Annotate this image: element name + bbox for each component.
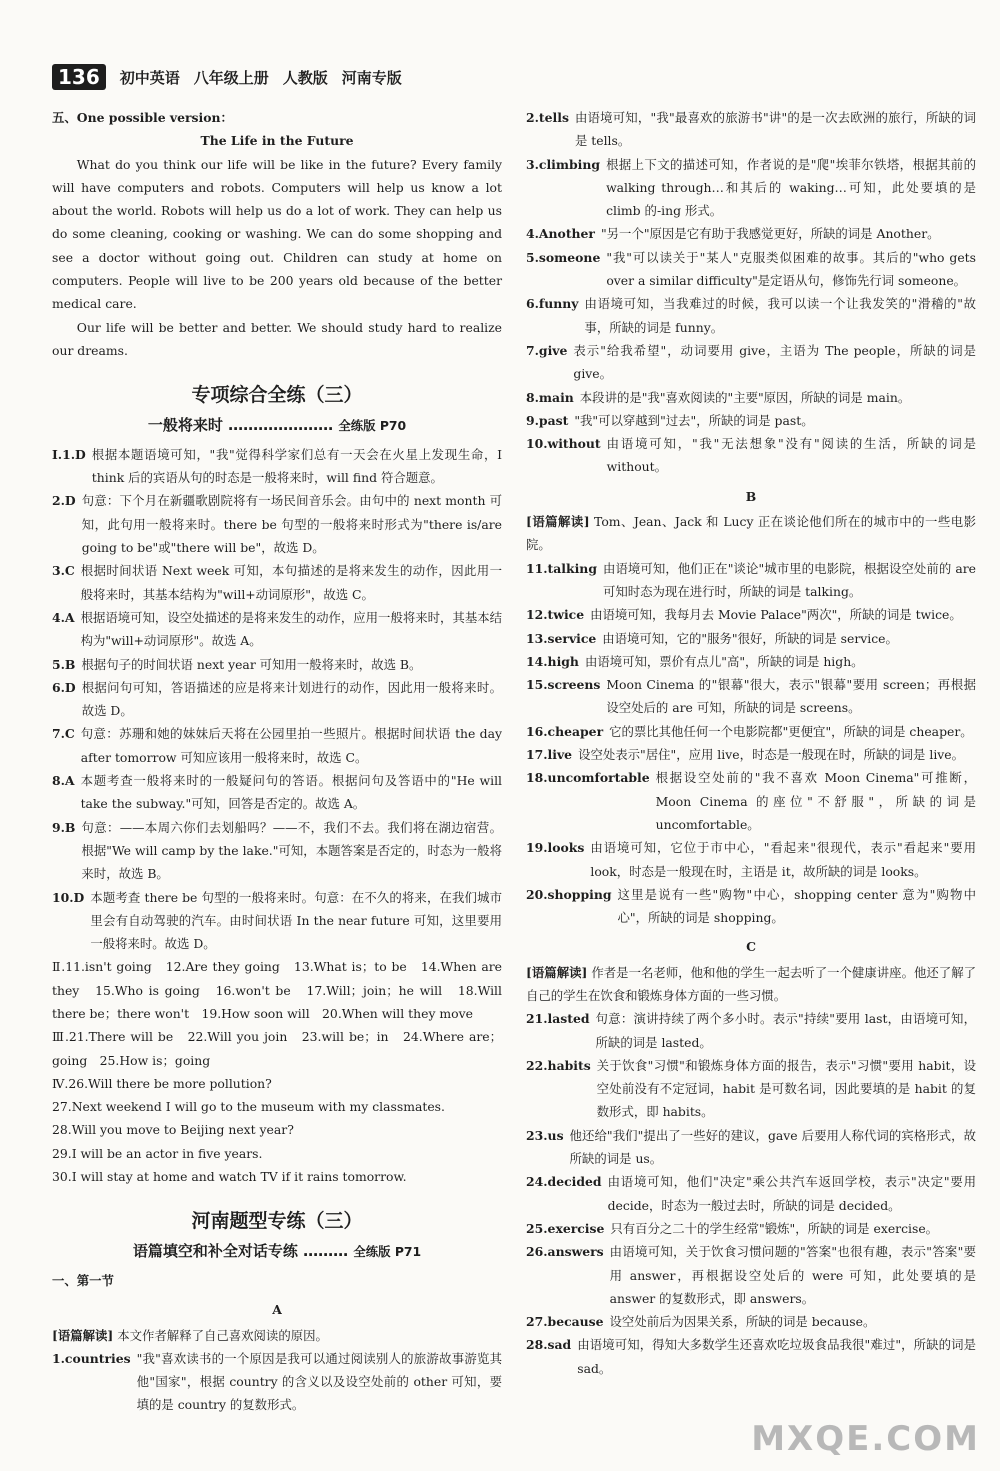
section-subtitle-2: 语篇填空和补全对话专练 ……… 全练版 P71 <box>132 1241 422 1260</box>
header-region: 河南专版 <box>341 68 402 87</box>
answer-key: 7.C <box>52 726 75 742</box>
answer-key: 9.B <box>52 819 76 835</box>
answer-explanation: 由语境可知，"我"无法想象"没有"阅读的生活，所缺的词是 without。 <box>606 436 976 475</box>
reading-note-b <box>526 510 976 557</box>
answer-key: 7.give <box>526 342 568 358</box>
answer-line: 27.Next weekend I will go to the museum with my classmates. <box>52 1099 445 1115</box>
reading-tag: [语篇解读] <box>526 514 590 530</box>
essay-paragraph-1: What do you think our life will be like in the future? Every family will have computers and robots. Computers will help us know a lot about the world. Robots will help us do a lot of work. They can help us do some cleaning, cooking or washing. We can do some shopping and see a doctor without going out. Children can study at home on computers. People will live to be 200 years old because of the better medical care. <box>52 156 502 312</box>
answer-key: 2.D <box>52 493 76 509</box>
reading-note <box>52 1324 502 1347</box>
answer-item <box>526 1170 976 1217</box>
answer-explanation: 只有百分之二十的学生经常"锻炼"，所缺的词是 exercise。 <box>610 1220 939 1236</box>
answer-item <box>526 339 976 386</box>
answers-list-a <box>526 106 976 479</box>
answer-explanation: 本题考查 there be 句型的一般将来时。句意：在不久的将来，在我们城市里会有自动驾驶的汽车。由时间状语 In the near future 可知，这里要用一般将来时。故选 D。 <box>90 889 502 952</box>
answer-key: 18.uncomfortable <box>526 770 650 786</box>
answer-explanation: 由语境可知，他们正在"谈论"城市里的电影院，根据设空处前的 are 可知时态为现在进行时，所缺的词是 talking。 <box>602 560 976 599</box>
answer-item <box>526 883 976 930</box>
answer-key: 13.service <box>526 630 597 646</box>
part-b-label: B <box>745 488 757 504</box>
answer-explanation: 本段讲的是"我"喜欢阅读的"主要"原因，所缺的词是 main。 <box>579 389 911 405</box>
answer-key: 10.D <box>52 889 85 905</box>
answer-explanation: 句意：演讲持续了两个多小时。表示"持续"要用 last，由语境可知，所缺的词是 lasted。 <box>595 1011 976 1050</box>
answer-explanation: 这里是说有一些"购物"中心，shopping center 意为"购物中心"，所缺的词是 shopping。 <box>617 886 976 926</box>
answer-key: 28.sad <box>526 1337 572 1353</box>
answer-key: 3.climbing <box>526 156 601 172</box>
answer-item <box>52 769 502 816</box>
answers-list-c <box>526 1007 976 1380</box>
answer-item <box>526 557 976 604</box>
answer-key: 19.looks <box>526 840 585 856</box>
answer-key: 4.Another <box>526 226 595 242</box>
answer-item <box>52 722 502 769</box>
answer-key: 1.countries <box>52 1350 131 1366</box>
answer-explanation: "我"喜欢读书的一个原因是我可以通过阅读别人的旅游故事游览其他"国家"，根据 country 的含义以及设空处前的 other 可知，要填的是 country 的复数形式。 <box>136 1350 502 1413</box>
answer-key: 16.cheaper <box>526 723 604 739</box>
part-a-label: A <box>272 1302 282 1318</box>
answer-explanation: Moon Cinema 的"银幕"很大，表示"银幕"要用 screen；再根据设空处后的 are 可知，所缺的词是 screens。 <box>606 677 976 716</box>
answer-key: 6.D <box>52 679 76 695</box>
answer-key: 21.lasted <box>526 1011 590 1027</box>
answer-line: Ⅱ.11.isn't going 12.Are they going 13.What is；to be 14.When are they 15.Who is going 16.won't be 17.Will；join；he will 18.Will there be；there won't 19.How soon will 20.When will they move <box>52 959 502 1021</box>
answers-list-b <box>526 557 976 930</box>
answer-item <box>52 559 502 606</box>
section-title-1: 专项综合全练（三） <box>191 384 363 407</box>
answer-explanation: 由语境可知，他们"决定"乘公共汽车返回学校，表示"决定"要用 decide，时态为一般过去时，所缺的词是 decided。 <box>607 1174 976 1213</box>
answer-item <box>52 606 502 653</box>
answer-explanation: 句意：苏珊和她的妹妹后天将在公园里拍一些照片。根据时间状语 the day after tomorrow 可知应该用一般将来时，故选 C。 <box>80 726 502 765</box>
answer-explanation: 根据设空处前的"我不喜欢 Moon Cinema"可推断，Moon Cinema 的座位"不舒服"，所缺的词是 uncomfortable。 <box>655 770 976 832</box>
answer-key: 22.habits <box>526 1057 591 1073</box>
essay-paragraph-2: Our life will be better and better. We should study hard to realize our dreams. <box>52 319 502 358</box>
answer-item <box>526 153 976 223</box>
answer-explanation: 设空处表示"居住"，应用 live，时态是一般现在时，所缺的词是 live。 <box>578 747 965 763</box>
page-ref: 全练版 P70 <box>338 417 407 433</box>
answer-item <box>526 1007 976 1054</box>
answer-line: 30.I will stay at home and watch TV if it rains tomorrow. <box>52 1169 407 1185</box>
right-column <box>526 106 976 1417</box>
answer-line: Ⅳ.26.Will there be more pollution? <box>52 1075 272 1091</box>
answer-key: 26.answers <box>526 1244 604 1260</box>
answer-key: 15.screens <box>526 677 601 693</box>
header-subject: 初中英语 <box>119 68 180 87</box>
answer-key: 24.decided <box>526 1174 602 1190</box>
answer-explanation: 他还给"我们"提出了一些好的建议，gave 后要用人称代词的宾格形式，故所缺的词是 us。 <box>569 1127 976 1167</box>
answer-explanation: 由语境可知，得知大多数学生还喜欢吃垃圾食品我很"难过"，所缺的词是 sad。 <box>577 1337 976 1376</box>
header-grade: 八年级上册 <box>193 68 269 87</box>
header-edition: 人教版 <box>282 68 328 87</box>
answer-explanation: 关于饮食"习惯"和锻炼身体方面的报告，表示"习惯"要用 habit，设空处前没有不定冠词，habit 是可数名词，因此要填的是 habit 的复数形式，即 habits。 <box>596 1057 976 1120</box>
answer-item <box>52 489 502 559</box>
watermark: MXQE.COM <box>751 1419 980 1459</box>
reading-note-c <box>526 961 976 1008</box>
essay-title: The Life in the Future <box>200 133 354 149</box>
answer-item <box>526 1054 976 1124</box>
section-title-2: 河南题型专练（三） <box>191 1210 363 1233</box>
answer-item <box>526 650 976 673</box>
answer-line: 29.I will be an actor in five years. <box>52 1145 263 1161</box>
answer-key: 27.because <box>526 1314 604 1330</box>
answer-item <box>52 676 502 723</box>
answer-key: 5.B <box>52 656 76 672</box>
answer-item <box>526 292 976 339</box>
answers-list-2 <box>52 955 502 1188</box>
answer-item <box>526 386 976 409</box>
answer-explanation: 由语境可知，票价有点儿"高"，所缺的词是 high。 <box>584 653 864 669</box>
answer-explanation: 由语境可知，当我难过的时候，我可以读一个让我发笑的"滑稽的"故事，所缺的词是 funny。 <box>584 296 976 335</box>
answer-key: 3.C <box>52 563 75 579</box>
answer-key: 4.A <box>52 609 75 625</box>
answer-item <box>526 1240 976 1310</box>
answer-explanation: "另一个"原因是它有助于我感觉更好，所缺的词是 Another。 <box>600 226 940 242</box>
answer-item <box>52 816 502 886</box>
answer-item <box>526 1333 976 1380</box>
answer-item <box>526 766 976 836</box>
answer-key: 8.main <box>526 389 574 405</box>
answer-explanation: 根据句子的时间状语 next year 可知用一般将来时，故选 B。 <box>81 656 422 672</box>
reading-text: 本文作者解释了自己喜欢阅读的原因。 <box>117 1327 328 1343</box>
subtitle-text: 一般将来时 <box>147 415 223 434</box>
answer-explanation: 句意：下个月在新疆歌剧院将有一场民间音乐会。由句中的 next month 可知，此句用一般将来时。there be 句型的一般将来时形式为"there is/are going to be"或"there will be"，故选 D。 <box>81 493 502 556</box>
answer-item <box>526 627 976 650</box>
part-c-label: C <box>746 939 756 955</box>
answer-key: 10.without <box>526 436 601 452</box>
answer-item <box>526 222 976 245</box>
answer-explanation: 由语境可知，我每月去 Movie Palace"两次"，所缺的词是 twice。 <box>590 607 962 623</box>
answer-key: 2.tells <box>526 110 569 125</box>
answer-key: 25.exercise <box>526 1220 605 1236</box>
answer-item <box>52 886 502 956</box>
reading-text: 作者是一名老师，他和他的学生一起去听了一个健康讲座。他还了解了自己的学生在饮食和锻炼身体方面的一些习惯。 <box>526 964 977 1003</box>
answer-key: 17.live <box>526 747 573 763</box>
answer-explanation: "我"可以穿越到"过去"，所缺的词是 past。 <box>574 412 814 428</box>
answer-item <box>526 673 976 720</box>
answer-explanation: 根据问句可知，答语描述的应是将来计划进行的动作，因此用一般将来时。故选 D。 <box>81 679 502 719</box>
answer-key: 8.A <box>52 773 75 789</box>
answer-explanation: 由语境可知，它的"服务"很好，所缺的词是 service。 <box>602 630 898 646</box>
answer-item <box>526 743 976 766</box>
answer-item <box>526 1310 976 1333</box>
answer-item <box>526 246 976 293</box>
left-column <box>52 106 502 1417</box>
answer-explanation: 由语境可知，"我"最喜欢的旅游书"讲"的是一次去欧洲的旅行，所缺的词是 tells。 <box>574 110 976 149</box>
answer-item <box>52 443 502 490</box>
answer-explanation: 根据语境可知，设空处描述的是将来发生的动作，应用一般将来时，其基本结构为"will+动词原形"。故选 A。 <box>80 609 502 649</box>
answer-item <box>526 836 976 883</box>
answer-item <box>526 432 976 479</box>
answer-line: 28.Will you move to Beijing next year? <box>52 1122 294 1138</box>
answer-item <box>526 106 976 153</box>
reading-text: Tom、Jean、Jack 和 Lucy 正在谈论他们所在的城市中的一些电影院。 <box>526 514 976 553</box>
answer-explanation: 它的票比其他任何一个电影院都"更便宜"，所缺的词是 cheaper。 <box>609 723 973 739</box>
answer-explanation: 由语境可知，它位于市中心，"看起来"很现代，表示"看起来"要用 look，时态是一般现在时，主语是 it，故所缺的词是 looks。 <box>590 840 976 879</box>
reading-tag: [语篇解读] <box>52 1327 114 1343</box>
answer-explanation: 由语境可知，关于饮食习惯问题的"答案"也很有趣，表示"答案"要用 answer，再根据设空处后的 were 可知，此处要填的是 answer 的复数形式，即 answers。 <box>609 1244 976 1306</box>
page-number: 136 <box>52 64 106 90</box>
answer-key: 5.someone <box>526 249 601 265</box>
answer-explanation: 根据上下文的描述可知，作者说的是"爬"埃菲尔铁塔，根据其前的 walking through…和其后的 waking…可知，此处要填的是 climb 的-ing 形式。 <box>606 156 976 219</box>
part-label: 一、第一节 <box>52 1272 114 1288</box>
answer-item <box>526 603 976 626</box>
answer-explanation: 根据本题语境可知，"我"觉得科学家们总有一天会在火星上发现生命，I think 后的宾语从句的时态是一般将来时，will find 符合题意。 <box>91 446 502 486</box>
answer-explanation: 根据时间状语 Next week 可知，本句描述的是将来发生的动作，因此用一般将来时，其基本结构为"will+动词原形"，故选 C。 <box>80 563 502 602</box>
answer-item <box>526 1217 976 1240</box>
answer-key: 20.shopping <box>526 886 612 902</box>
answer-item <box>52 1347 502 1417</box>
answer-explanation: 设空处前后为因果关系，所缺的词是 because。 <box>609 1314 876 1330</box>
answer-key: 14.high <box>526 653 579 669</box>
reading-tag: [语篇解读] <box>526 964 588 980</box>
subtitle-text: 语篇填空和补全对话专练 <box>132 1241 298 1260</box>
answer-item <box>526 720 976 743</box>
answer-explanation: "我"可以读关于"某人"克服类似困难的故事。其后的"who gets over a similar difficulty"是定语从句，修饰先行词 someone。 <box>606 249 976 289</box>
answer-key: 6.funny <box>526 296 579 312</box>
answer-explanation: 表示"给我希望"，动词要用 give，主语为 The people，所缺的词是 give。 <box>573 342 976 382</box>
essay-label: 五、One possible version： <box>52 110 233 125</box>
page-header <box>52 62 952 92</box>
answer-item <box>52 653 502 676</box>
answer-key: 9.past <box>526 412 569 428</box>
answers-list-1 <box>52 443 502 956</box>
answer-key: 11.talking <box>526 560 597 576</box>
answer-key: 12.twice <box>526 607 585 623</box>
answer-item <box>526 409 976 432</box>
answer-key: 23.us <box>526 1127 564 1143</box>
answer-line: Ⅲ.21.There will be 22.Will you join 23.will be；in 24.Where are；going 25.How is；going <box>52 1029 502 1068</box>
answer-item <box>526 1124 976 1171</box>
page-ref: 全练版 P71 <box>353 1243 422 1259</box>
answer-explanation: 本题考查一般将来时的一般疑问句的答语。根据问句及答语中的"He will take the subway."可知，回答是否定的。故选 A。 <box>80 773 502 812</box>
answer-explanation: 句意：——本周六你们去划船吗？——不，我们不去。我们将在湖边宿营。根据"We will camp by the lake."可知，本题答案是否定的，时态为一般将来时，故选 B。 <box>81 819 502 882</box>
section-subtitle-1: 一般将来时 ………………… 全练版 P70 <box>147 415 407 434</box>
answer-key: Ⅰ.1.D <box>52 446 86 462</box>
